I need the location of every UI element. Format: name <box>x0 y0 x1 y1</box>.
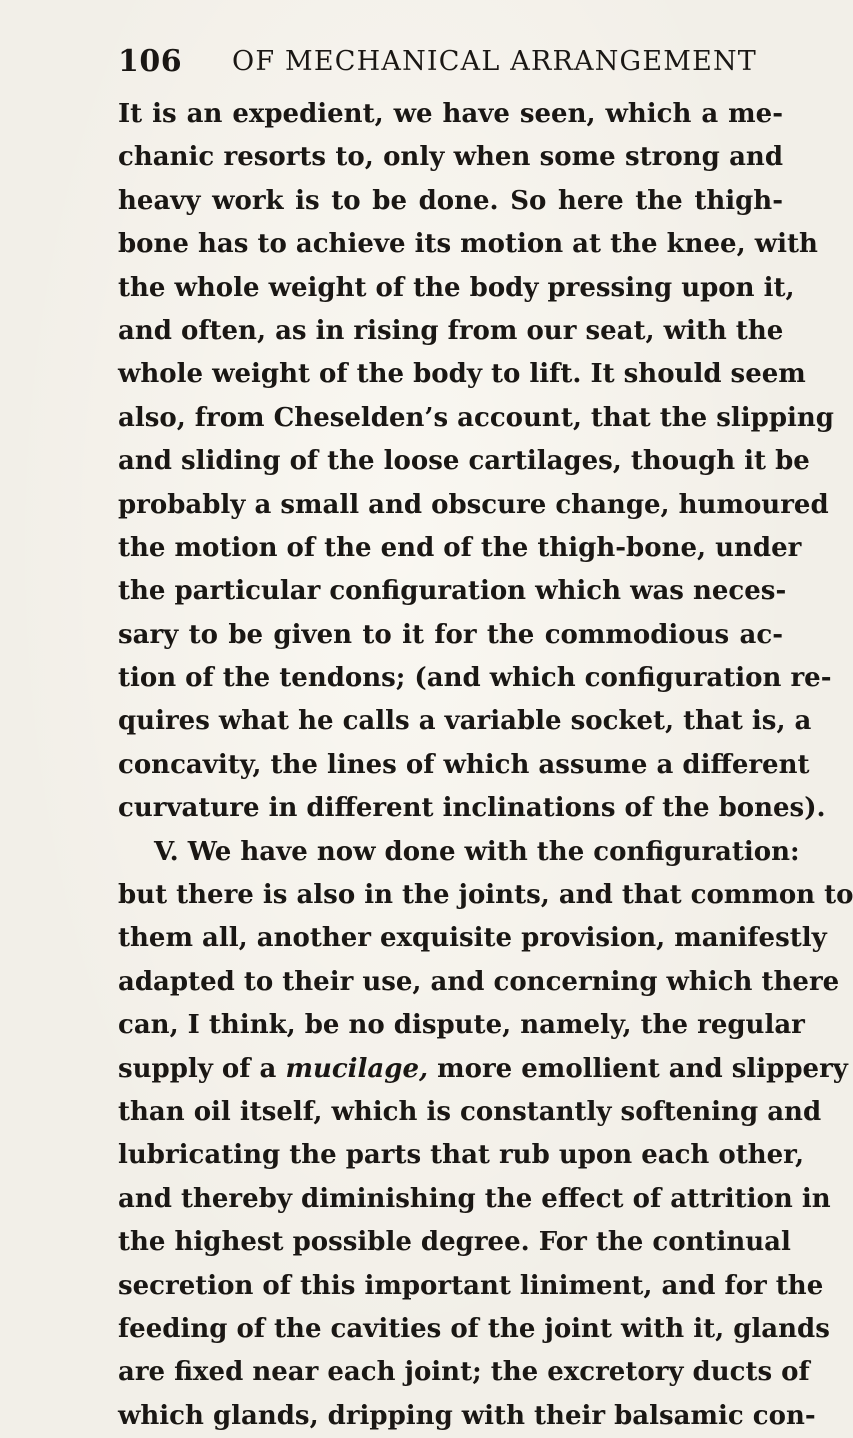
text-line: and thereby diminishing the effect of attrition in <box>118 1183 831 1214</box>
text-line: bone has to achieve its motion at the knee, with <box>118 229 818 260</box>
text-line: concavity, the lines of which assume a different <box>118 749 810 780</box>
text-line: feeding of the cavities of the joint with it, glands <box>118 1313 830 1344</box>
text-line: secretion of this important liniment, and for the <box>118 1270 824 1301</box>
text-line: but there is also in the joints, and that common to <box>118 880 853 911</box>
text-line: the motion of the end of the thigh-bone, under <box>118 532 802 563</box>
text-line: and sliding of the loose cartilages, though it be <box>118 446 810 477</box>
text-line: and often, as in rising from our seat, with the <box>118 315 784 346</box>
text-line: tion of the tendons; (and which configuration re- <box>118 663 832 694</box>
text-line: them all, another exquisite provision, manifestly <box>118 923 827 954</box>
text-line: are fixed near each joint; the excretory ducts of <box>118 1357 810 1388</box>
text-line: which glands, dripping with their balsamic con- <box>118 1400 816 1431</box>
text-line: adapted to their use, and concerning which there <box>118 966 840 997</box>
text-line: than oil itself, which is constantly softening and <box>118 1096 822 1127</box>
text-line: the whole weight of the body pressing upon it, <box>118 272 795 303</box>
text-line: It is an expedient, we have seen, which a me- <box>118 99 783 129</box>
text-line: the particular configuration which was neces- <box>118 576 787 607</box>
text-fragment: more emollient and slippery <box>437 1053 848 1084</box>
text-line: also, from Cheselden’s account, that the slipping <box>118 402 834 433</box>
text-line: sary to be given to it for the commodious ac- <box>118 619 783 650</box>
text-fragment: supply of a <box>118 1053 277 1084</box>
running-head <box>118 40 758 84</box>
text-line: whole weight of the body to lift. It should seem <box>118 359 806 390</box>
text-line: can, I think, be no dispute, namely, the regular <box>118 1010 805 1041</box>
text-line: chanic resorts to, only when some strong and <box>118 142 783 173</box>
text-line: quires what he calls a variable socket, that is, a <box>118 706 812 737</box>
text-line: probably a small and obscure change, humoured <box>118 489 829 520</box>
body-text <box>118 93 853 1438</box>
emphasized-term: mucilage, <box>285 1053 429 1084</box>
text-line: heavy work is to be done. So here the thigh- <box>118 185 783 216</box>
section-start-line: V. We have now done with the configuration: <box>154 836 800 867</box>
running-title: OF MECHANICAL ARRANGEMENT <box>232 46 758 77</box>
text-line: the highest possible degree. For the continual <box>118 1227 791 1258</box>
page-number: 106 <box>118 44 183 79</box>
text-line: curvature in different inclinations of the bones). <box>118 793 826 824</box>
text-line-with-emphasis <box>118 1048 848 1091</box>
text-line: lubricating the parts that rub upon each other, <box>118 1140 805 1171</box>
